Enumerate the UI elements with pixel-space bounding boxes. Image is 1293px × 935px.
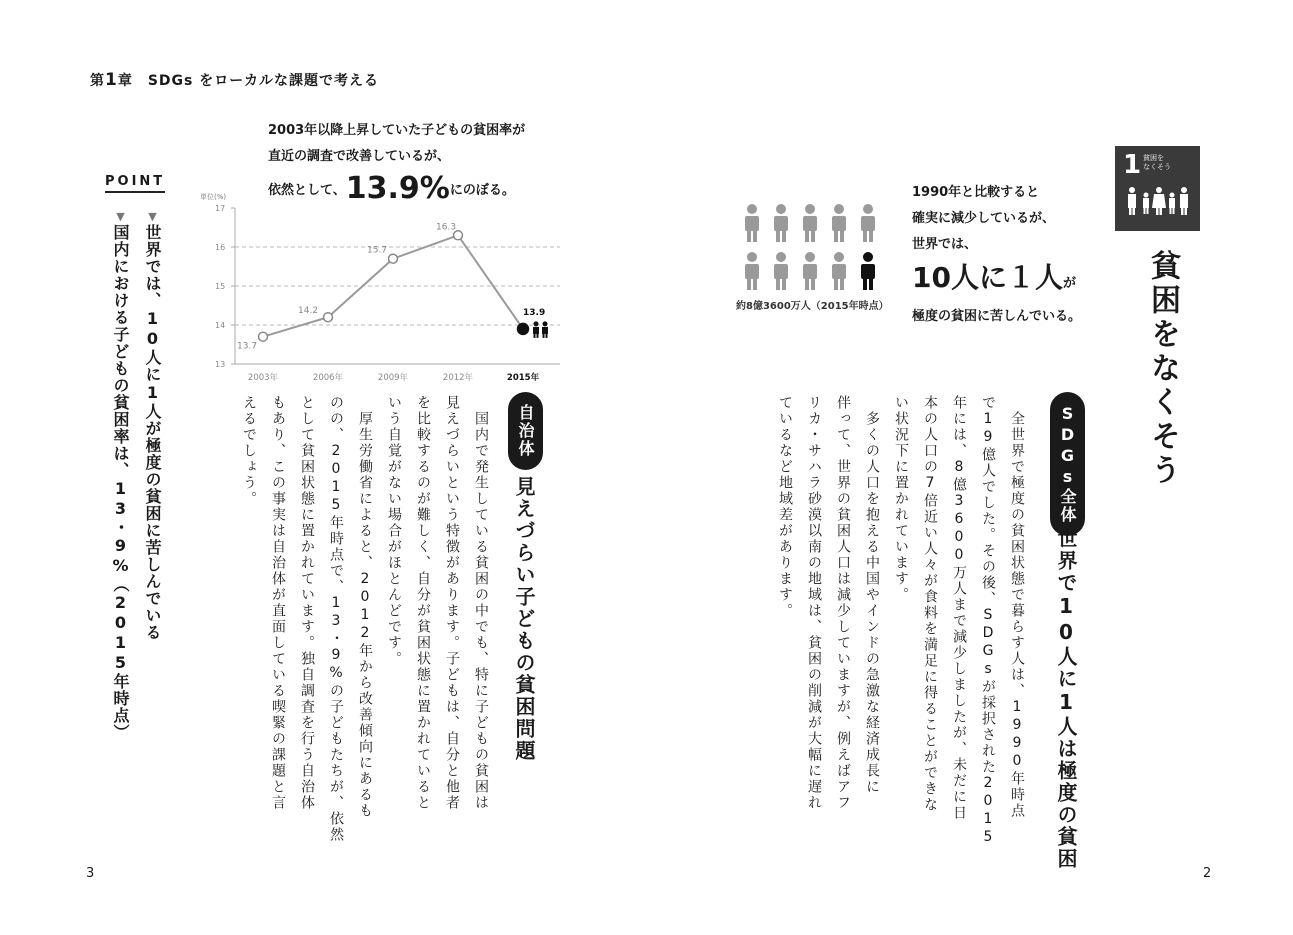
body-line: 伴って、世界の貧困人口は減少していますが、例えばアフ [835, 395, 851, 811]
y-tick-label: 13 [215, 360, 226, 369]
family-icon [1125, 186, 1191, 216]
section-body-local [234, 395, 495, 855]
triangle-bullet-icon: ▼ [114, 210, 127, 224]
point-bullet-text: 世界では、10人に1人が極度の貧困に苦しんでいる [143, 224, 162, 641]
page-number-right: 2 [1203, 866, 1212, 881]
x-tick-label: 2009年 [377, 373, 409, 383]
section-heading-sdgs: 世界で10人に1人は極度の貧困 [1054, 528, 1078, 870]
person-icon [803, 252, 817, 290]
person-icon [745, 204, 759, 242]
goal-label-line: 貧困を [1143, 154, 1164, 162]
people-caption-value: 10人に１人 [912, 261, 1063, 294]
y-tick-label: 14 [215, 321, 226, 330]
person-icon [832, 252, 846, 290]
goal-label [1143, 154, 1171, 172]
point-bullet-2 [106, 210, 134, 741]
data-label: 13.7 [237, 341, 258, 352]
person-icon [803, 204, 817, 242]
chart-caption-line: 直近の調査で改善しているが、 [268, 149, 451, 164]
chapter-number: 1 [105, 70, 118, 90]
body-line: い状況下に置かれています。 [893, 395, 909, 603]
person-icon [774, 252, 788, 290]
x-tick-label: 2012年 [442, 373, 474, 383]
data-label: 15.7 [367, 245, 388, 256]
body-line: 見えづらいという特徴があります。子どもは、自分と他者 [444, 395, 460, 811]
point-bullet-text: 国内における子どもの貧困率は、13・9%（2015年時点） [111, 224, 130, 741]
x-tick-label: 2015年 [506, 373, 540, 383]
x-tick-label: 2006年 [312, 373, 344, 383]
goal-label-line: なくそう [1143, 163, 1171, 171]
caption-pre: 依然として、 [268, 183, 346, 198]
body-line: 厚生労働省によると、2012年から改善傾向にあるも [357, 395, 373, 819]
body-line: 全世界で極度の貧困状態で暮らす人は、1990年時点 [1009, 395, 1025, 819]
triangle-bullet-icon: ▼ [146, 210, 159, 224]
data-label: 14.2 [298, 306, 319, 317]
children-icon [533, 321, 548, 338]
people-graphic [738, 200, 888, 295]
data-label: 16.3 [436, 222, 457, 233]
body-line: ているなど地域差があります。 [777, 395, 793, 619]
people-caption-highlight [912, 258, 1081, 304]
body-line: として貧困状態に置かれています。独自調査を行う自治体 [299, 395, 315, 811]
x-tick-label: 2003年 [247, 373, 279, 383]
person-icon [745, 252, 759, 290]
body-line: リカ・サハラ砂漠以南の地域は、貧困の削減が大幅に遅れ [806, 395, 822, 811]
person-icon [774, 204, 788, 242]
body-line: のの、2015年時点で、13・9%の子どもたちが、依然 [328, 395, 344, 843]
people-caption-line: 極度の貧困に苦しんでいる。 [912, 309, 1082, 324]
chapter-header [90, 70, 379, 90]
body-line: を比較するのが難しく、自分が貧困状態に置かれていると [415, 395, 431, 811]
section-body-sdgs [770, 395, 1031, 855]
y-tick-label: 16 [215, 243, 226, 252]
body-line: で19億人でした。その後、SDGsが採択された2015 [980, 395, 996, 847]
point-label: POINT [105, 174, 165, 193]
caption-post: にのぼる。 [449, 183, 515, 198]
body-line: もあり、この事実は自治体が直面している喫緊の課題と言 [270, 395, 286, 811]
caption-value: 13.9% [345, 171, 450, 206]
chart-caption-line: 2003年以降上昇していた子どもの貧困率が [268, 123, 526, 138]
poverty-rate-chart [195, 188, 565, 388]
body-line: えるでしょう。 [241, 395, 257, 507]
data-label: 13.9 [523, 307, 546, 318]
person-icon-highlighted [861, 252, 875, 290]
chapter-prefix: 第 [90, 73, 105, 89]
data-point [518, 323, 529, 334]
goal-title: 貧困をなくそう [1145, 250, 1180, 488]
page-number-left: 3 [86, 866, 95, 881]
section-tag-local: 自治体 [508, 392, 543, 470]
point-bullet-1 [138, 210, 166, 641]
people-caption-note: 約8億3600万人（2015年時点） [736, 301, 889, 312]
people-caption-line: 1990年と比較すると [912, 185, 1040, 200]
people-caption-post: が [1062, 276, 1076, 291]
chapter-title: 章 SDGs をローカルな課題で考える [117, 73, 379, 89]
y-axis-unit-label: 単位(%) [200, 193, 227, 201]
section-tag-sdgs: SDGs全体 [1050, 392, 1085, 536]
y-tick-label: 17 [215, 204, 226, 213]
person-icon [861, 204, 875, 242]
data-point [324, 313, 333, 322]
goal-number: 1 [1123, 150, 1142, 180]
body-line: 年には、8億3600万人まで減少しましたが、未だに日 [951, 395, 967, 821]
people-caption [912, 180, 1081, 330]
data-point [259, 332, 268, 341]
body-line: 多くの人口を抱える中国やインドの急激な経済成長に [864, 395, 880, 795]
body-line: いう自覚がない場合がほとんどです。 [386, 395, 402, 667]
body-line: 国内で発生している貧困の中でも、特に子どもの貧困は [473, 395, 489, 811]
body-line: 本の人口の7倍近い人々が食料を満足に得ることができな [922, 395, 938, 813]
section-heading-local: 見えづらい子どもの貧困問題 [512, 476, 536, 762]
y-tick-label: 15 [215, 282, 226, 291]
data-point [389, 254, 398, 263]
people-caption-line: 世界では、 [912, 237, 978, 252]
people-caption-line: 確実に減少しているが、 [912, 211, 1056, 226]
sdg-goal-badge [1115, 146, 1200, 231]
person-icon [832, 204, 846, 242]
